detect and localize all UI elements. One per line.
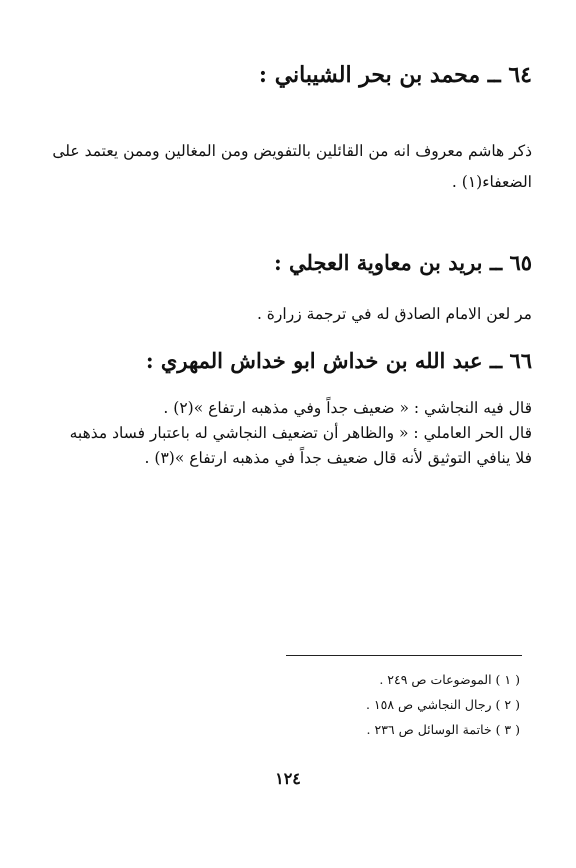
- entry-64-heading: ٦٤ ــ محمد بن بحر الشيباني :: [258, 62, 532, 88]
- footnote-1: ( ١ ) الموضوعات ص ٢٤٩ .: [379, 672, 520, 687]
- entry-64-line-2: الضعفاء(١) .: [451, 173, 532, 191]
- footnote-3: ( ٣ ) خاتمة الوسائل ص ٢٣٦ .: [366, 722, 520, 737]
- entry-64-text: [42, 136, 532, 198]
- entry-64-line-1: ذكر هاشم معروف انه من القائلين بالتفويض ومن المغالين وممن يعتمد على: [52, 142, 532, 160]
- entry-66-line-1: قال فيه النجاشي : « ضعيف جداً وفي مذهبه ارتفاع »(٢) .: [163, 399, 532, 417]
- entry-66-text: [42, 396, 532, 471]
- entry-66-heading: ٦٦ ــ عبد الله بن خداش ابو خداش المهري :: [145, 348, 532, 373]
- page-number: ١٢٤: [275, 769, 301, 788]
- footnote-divider: [286, 655, 522, 656]
- entry-65-heading: ٦٥ ــ بريد بن معاوية العجلي :: [273, 250, 532, 275]
- entry-66-line-2: قال الحر العاملي : « والظاهر أن تضعيف النجاشي له باعتبار فساد مذهبه: [69, 424, 532, 442]
- entry-65-text: [42, 300, 532, 328]
- footnote-2: ( ٢ ) رجال النجاشي ص ١٥٨ .: [365, 697, 520, 712]
- footnotes: [220, 667, 520, 742]
- entry-66-line-3: فلا ينافي التوثيق لأنه قال ضعيف جداً في مذهبه ارتفاع »(٣) .: [144, 449, 532, 467]
- entry-65-line-1: مر لعن الامام الصادق له في ترجمة زرارة .: [256, 305, 532, 323]
